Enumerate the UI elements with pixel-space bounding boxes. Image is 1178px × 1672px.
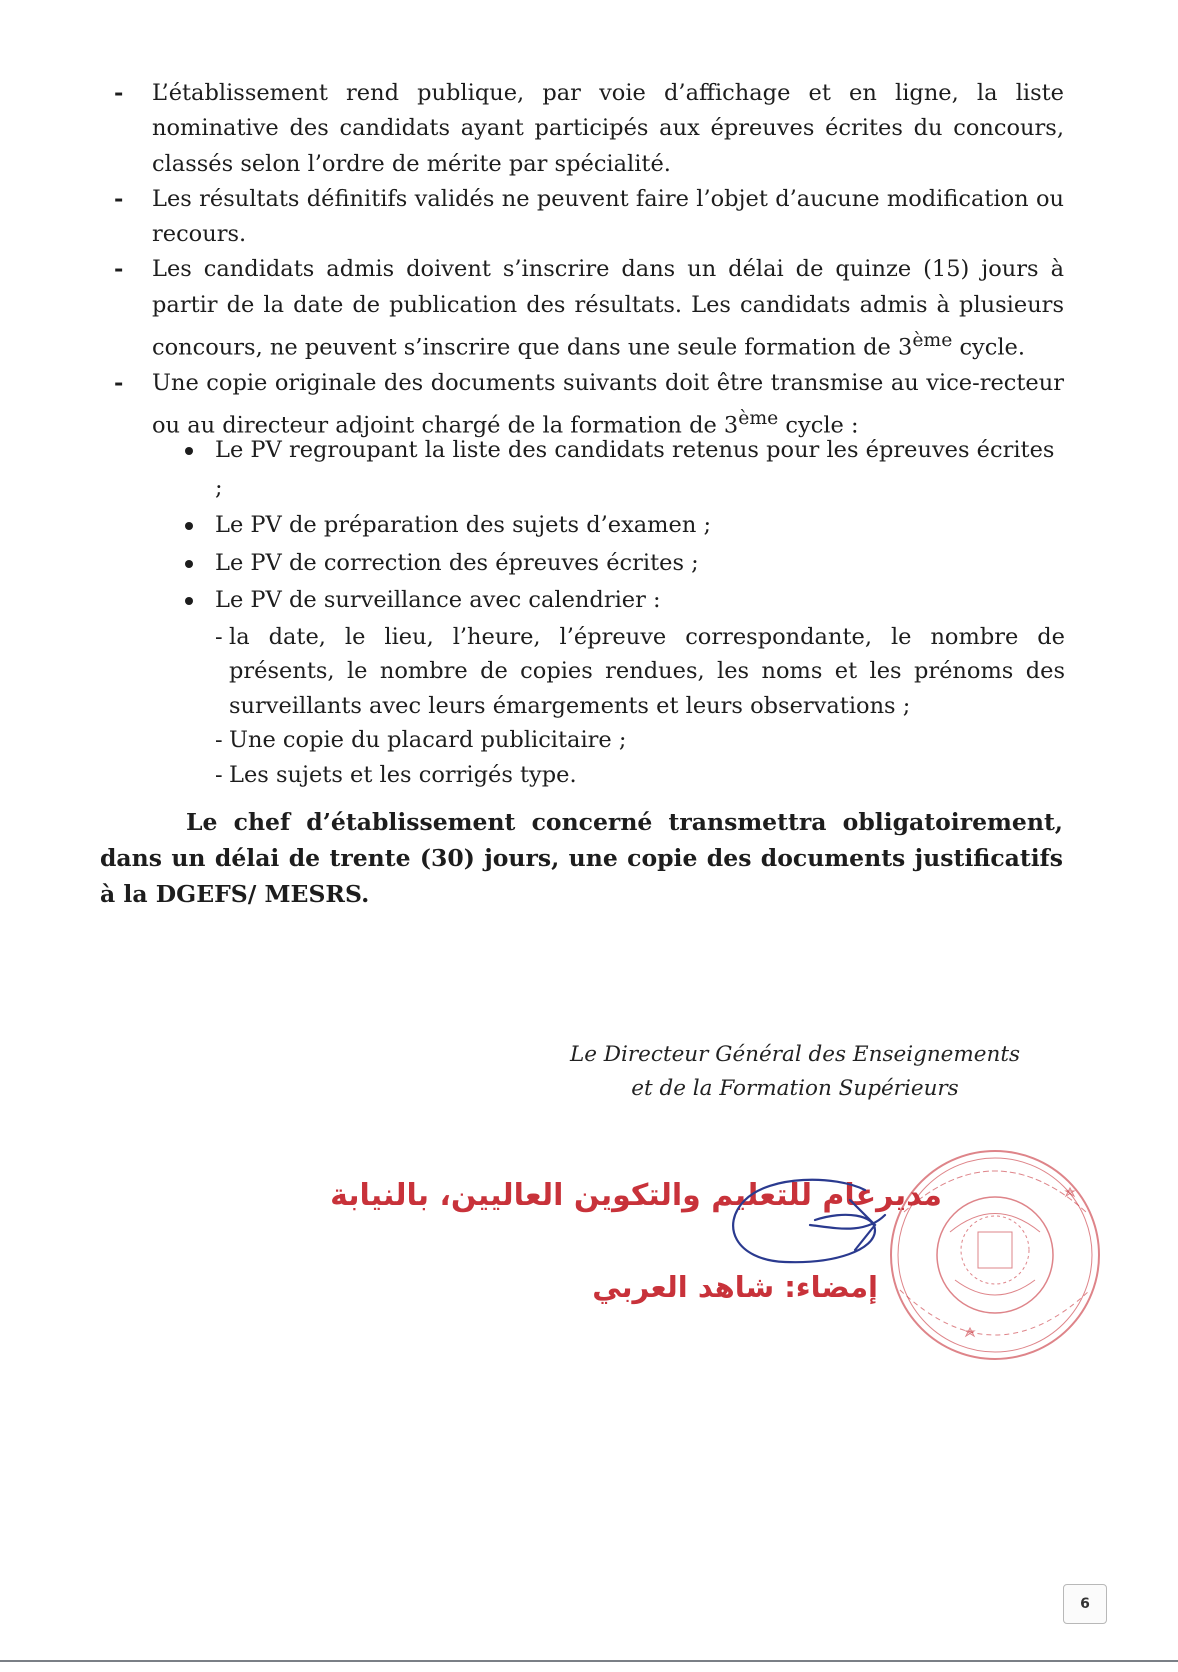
page-number: 6 (1063, 1584, 1107, 1624)
bullet-dot-icon (185, 522, 193, 530)
sub-list (215, 620, 1065, 793)
sub-item-text: Les sujets et les corrigés type. (229, 761, 577, 788)
bullet-list (185, 432, 1065, 792)
sub-marker: - (215, 623, 223, 650)
bullet-dot-icon (185, 597, 193, 605)
dash-item-text: Les résultats définitifs validés ne peuvent faire l’objet d’aucune modification ou recours. (152, 185, 1064, 248)
dash-marker: - (114, 80, 124, 106)
arabic-signatory-name: إمضاء: شاهد العربي (592, 1270, 878, 1304)
dash-item-text: Les candidats admis doivent s’inscrire dans un délai de quinze (15) jours à partir de la date de publication des résultats. Les candidats admis à plusieurs concours, ne peuvent s’inscrire que dans une seule formation de 3 (152, 256, 1064, 361)
dash-list (112, 76, 1064, 444)
bullet-item (185, 582, 1065, 792)
bullet-text: Le PV de préparation des sujets d’examen ; (215, 512, 712, 538)
sub-marker: - (215, 761, 223, 788)
handwritten-signature-icon (715, 1170, 890, 1280)
superscript-ordinal: ème (912, 330, 953, 352)
bullet-item (185, 432, 1065, 507)
signature-title (560, 1038, 1030, 1106)
bullet-dot-icon (185, 560, 193, 568)
bullet-dot-icon (185, 447, 193, 455)
sub-item (215, 620, 1065, 724)
dash-marker: - (114, 369, 124, 396)
closing-paragraph: Le chef d’établissement concerné transmettra obligatoirement, dans un délai de trente (30) jours, une copie des documents justificatifs à la DGEFS/ MESRS. (100, 808, 1063, 908)
signature-title-line: Le Directeur Général des Enseignements (569, 1042, 1021, 1067)
sub-item (215, 758, 1065, 793)
bullet-text: Le PV de correction des épreuves écrites ; (215, 549, 699, 576)
sub-item-text: Une copie du placard publicitaire ; (229, 727, 627, 753)
dash-item-text: Une copie originale des documents suivants doit être transmise au vice-recteur ou au directeur adjoint chargé de la formation de 3 (152, 369, 1064, 439)
dash-item-results (112, 182, 1064, 253)
sub-item-text: la date, le lieu, l’heure, l’épreuve correspondante, le nombre de présents, le nombre de copies rendues, les noms et les prénoms des surveillants avec leurs émargements et leurs observations ; (229, 623, 1065, 719)
dash-marker: - (114, 256, 124, 283)
dash-item-text: L’établissement rend publique, par voie d’affichage et en ligne, la liste nominative des candidats ayant participés aux épreuves écrites du concours, classés selon l’ordre de mérite par spécialité. (152, 80, 1064, 177)
superscript-ordinal: ème (738, 408, 779, 430)
dash-item-text-end: cycle. (952, 334, 1026, 361)
arabic-director-title: مديرعام للتعليم والتكوين العاليين، بالنيابة (330, 1178, 942, 1213)
dash-marker: - (114, 185, 124, 212)
signature-title-line: et de la Formation Supérieurs (631, 1076, 959, 1101)
bullet-item (185, 507, 1065, 545)
dash-item-publication (112, 76, 1064, 182)
bullet-text: Le PV de surveillance avec calendrier : (215, 587, 661, 613)
sub-marker: - (215, 727, 223, 753)
bullet-text: Le PV regroupant la liste des candidats retenus pour les épreuves écrites ; (215, 437, 1055, 501)
dash-item-text-end: cycle : (778, 412, 859, 439)
official-seal-icon (880, 1140, 1110, 1370)
bullet-item (185, 545, 1065, 583)
bottom-divider (0, 1660, 1178, 1662)
sub-item (215, 723, 1065, 758)
dash-item-registration (112, 252, 1064, 365)
